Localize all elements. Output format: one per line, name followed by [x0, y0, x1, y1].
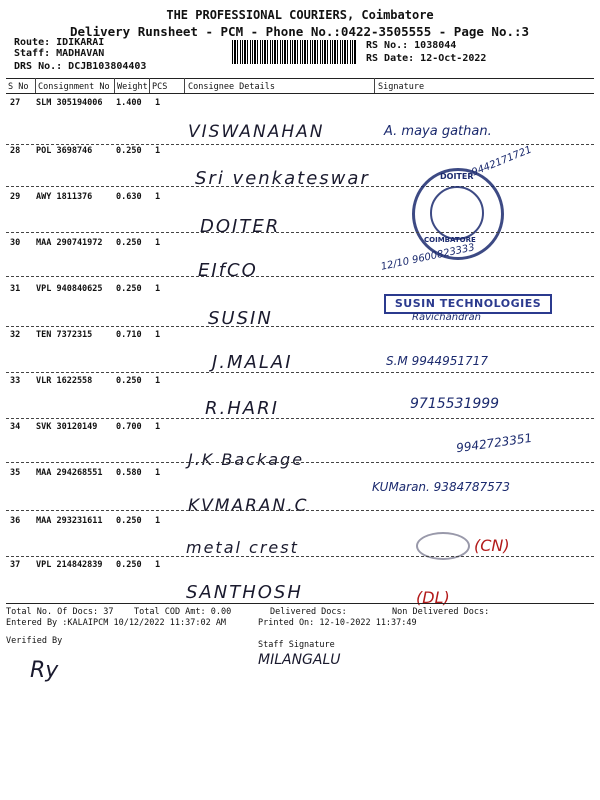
row-signature: 9715531999	[410, 396, 500, 412]
row-sno: 30	[10, 238, 21, 248]
row-sno: 29	[10, 192, 21, 202]
row-consignment: SVK 30120149	[36, 422, 98, 432]
row-weight: 0.250	[116, 284, 142, 294]
row-consignment: VPL 214842839	[36, 560, 103, 570]
row-consignee: R.HARI	[205, 398, 279, 419]
row-separator	[6, 510, 594, 511]
row-pcs: 1	[155, 560, 161, 570]
row-signature: 9442171721	[470, 144, 534, 179]
row-sno: 27	[10, 98, 21, 108]
row-consignment: TEN 7372315	[36, 330, 93, 340]
row-signature: Ravichandran	[412, 312, 481, 323]
row-pcs: 1	[155, 468, 161, 478]
row-consignee: VISWANAHAN	[188, 122, 325, 142]
row-sno: 33	[10, 376, 21, 386]
drs-label: DRS No.: DCJB103804403	[14, 61, 147, 72]
row-pcs: 1	[155, 422, 161, 432]
table-bottom-rule	[6, 603, 594, 604]
row-separator	[6, 144, 594, 145]
row-weight: 0.630	[116, 192, 142, 202]
total-cod: Total COD Amt: 0.00	[134, 607, 232, 617]
row-pcs: 1	[155, 284, 161, 294]
row-separator	[6, 372, 594, 373]
row-sno: 36	[10, 516, 21, 526]
row-consignment: MAA 290741972	[36, 238, 103, 248]
row-consignee: J.K Backage	[188, 450, 305, 469]
col-consignment: Consignment No	[38, 82, 110, 92]
row-consignment: VPL 940840625	[36, 284, 103, 294]
staff-label: Staff: MADHAVAN	[14, 48, 105, 59]
row-consignee: SUSIN	[208, 308, 273, 329]
row-sno: 35	[10, 468, 21, 478]
route-label: Route: IDIKARAI	[14, 37, 105, 48]
row-consignee: KVMARAN.C	[188, 496, 309, 516]
table-header-rule	[6, 93, 594, 94]
row-weight: 0.700	[116, 422, 142, 432]
col-weight: Weight	[117, 82, 148, 92]
row-weight: 1.400	[116, 98, 142, 108]
row-sno: 31	[10, 284, 21, 294]
row-weight: 0.250	[116, 560, 142, 570]
row-sno: 32	[10, 330, 21, 340]
company-title: THE PROFESSIONAL COURIERS, Coimbatore	[166, 8, 434, 22]
row-weight: 0.250	[116, 146, 142, 156]
row-sno: 28	[10, 146, 21, 156]
row-weight: 0.710	[116, 330, 142, 340]
entered-by: Entered By :KALAIPCM 10/12/2022 11:37:02 AM	[6, 618, 227, 628]
row-consignee: Sri venkateswar	[195, 168, 370, 189]
verified-by-label: Verified By	[6, 636, 63, 646]
row-sno: 34	[10, 422, 21, 432]
row-sno: 37	[10, 560, 21, 570]
total-docs: Total No. Of Docs: 37	[6, 607, 114, 617]
runsheet-title: Delivery Runsheet - PCM - Phone No.:0422-3505555 - Page No.:3	[70, 24, 530, 39]
col-divider	[114, 78, 115, 93]
seal-text-top: DOITER	[440, 172, 474, 181]
row-separator	[6, 186, 594, 187]
row-consignment: MAA 294268551	[36, 468, 103, 478]
row-separator	[6, 462, 594, 463]
col-divider	[184, 78, 185, 93]
company-stamp: SUSIN TECHNOLOGIES	[384, 294, 552, 314]
col-pcs: PCS	[152, 82, 168, 92]
row-consignee: metal crest	[186, 538, 299, 557]
col-consignee: Consignee Details	[188, 82, 275, 92]
non-delivered-docs: Non Delivered Docs:	[392, 607, 490, 617]
row-consignment: VLR 1622558	[36, 376, 93, 386]
rs-date: RS Date: 12-Oct-2022	[366, 53, 487, 64]
printed-on: Printed On: 12-10-2022 11:37:49	[258, 618, 417, 628]
row-signature: S.M 9944951717	[386, 354, 488, 368]
row-weight: 0.580	[116, 468, 142, 478]
row-pcs: 1	[155, 330, 161, 340]
verifier-signature-hand: Ry	[30, 658, 59, 683]
row-pcs: 1	[155, 516, 161, 526]
delivered-docs: Delivered Docs:	[270, 607, 347, 617]
row-signature: 12/10 9600823333	[379, 242, 476, 273]
row-consignee: J.MALAI	[212, 352, 293, 373]
table-top-rule	[6, 78, 594, 79]
row-consignment: POL 3698746	[36, 146, 93, 156]
row-signature: 9942723351	[455, 430, 533, 456]
row-separator	[6, 326, 594, 327]
staff-signature-label: Staff Signature	[258, 640, 335, 650]
staff-signature-hand: MILANGALU	[258, 652, 341, 668]
row-pcs: 1	[155, 238, 161, 248]
row-pcs: 1	[155, 146, 161, 156]
row-separator	[6, 418, 594, 419]
rs-number: RS No.: 1038044	[366, 40, 457, 51]
row-separator	[6, 276, 594, 277]
row-consignee: SANTHOSH	[186, 582, 303, 603]
row-consignment: MAA 293231611	[36, 516, 103, 526]
row-consignment: SLM 305194006	[36, 98, 103, 108]
row-signature: KUMaran. 9384787573	[372, 480, 511, 494]
col-divider	[35, 78, 36, 93]
row-consignment: AWY 1811376	[36, 192, 93, 202]
row-weight: 0.250	[116, 376, 142, 386]
col-signature: Signature	[378, 82, 425, 92]
row-signature: (DL)	[416, 588, 450, 607]
col-divider	[374, 78, 375, 93]
row-weight: 0.250	[116, 516, 142, 526]
row-separator	[6, 232, 594, 233]
row-signature: (CN)	[474, 536, 510, 555]
barcode	[232, 40, 356, 64]
row-separator	[6, 556, 594, 557]
row-pcs: 1	[155, 98, 161, 108]
row-pcs: 1	[155, 192, 161, 202]
seal-text-bottom: COIMBATORE	[424, 236, 476, 244]
row-weight: 0.250	[116, 238, 142, 248]
row-pcs: 1	[155, 376, 161, 386]
col-sno: S No	[8, 82, 29, 92]
col-divider	[149, 78, 150, 93]
row-consignee: DOITER	[200, 216, 281, 237]
row-consignee: EIfCO	[198, 260, 258, 281]
row-signature: A. maya gathan.	[384, 124, 492, 139]
